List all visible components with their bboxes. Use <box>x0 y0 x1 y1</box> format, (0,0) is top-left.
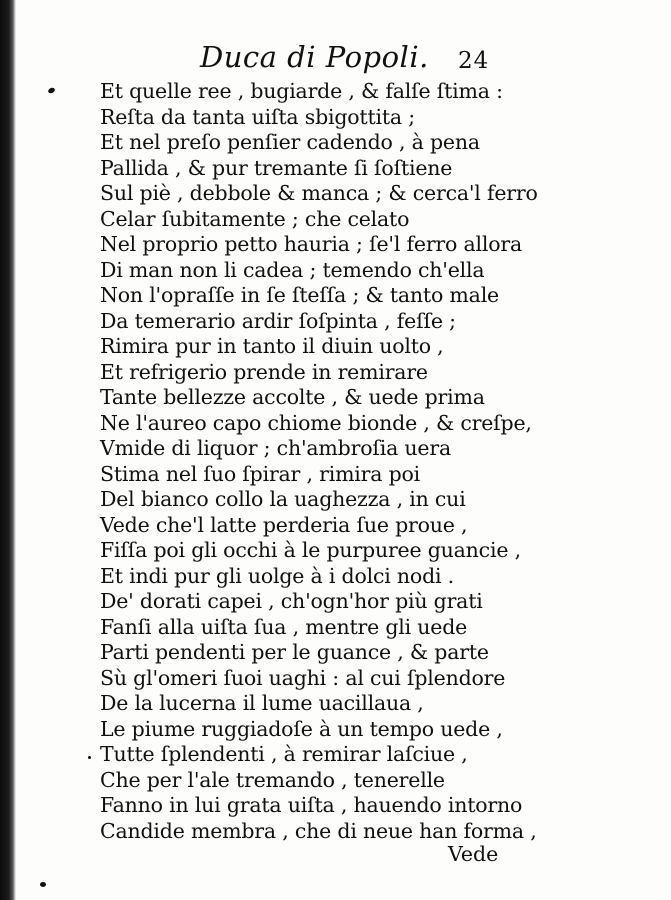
verse-line: Parti pendenti per le guance , & parte <box>100 640 489 664</box>
verse-line: Non l'opraſſe in ſe ſteſſa ; & tanto male <box>100 283 499 307</box>
verse-line: Vmide di liquor ; ch'ambroſia uera <box>100 436 451 460</box>
verse-line: Di man non li cadea ; temendo ch'ella <box>100 257 485 282</box>
verse-line: Del bianco collo la uaghezza , in cui <box>100 487 466 511</box>
binding-shadow <box>0 0 16 900</box>
verse-line: Da temerario ardir ſoſpinta , feſſe ; <box>100 308 456 333</box>
verse-line: Tante bellezze accolte , & uede prima <box>100 385 485 409</box>
verse-block <box>100 79 538 844</box>
running-title: Duca di Popoli. <box>200 40 429 74</box>
catchword: Vede <box>448 842 499 866</box>
page-header <box>0 40 671 84</box>
verse-line: Celar ſubitamente ; che celato <box>100 206 410 231</box>
verse-line: Reſta da tanta uiſta sbigottita ; <box>100 104 415 129</box>
verse-line: Fanno in lui grata uiſta , hauendo intorno <box>100 793 523 817</box>
page-number: 24 <box>458 48 490 74</box>
verse-line: Et indi pur gli uolge à i dolci nodi . <box>100 563 454 588</box>
verse-line: Stima nel ſuo ſpirar , rimira poi <box>100 461 421 486</box>
verse-line: De la lucerna il lume uacillaua , <box>100 691 424 715</box>
verse-line: Rimira pur in tanto il diuin uolto , <box>100 334 444 358</box>
verse-line: Ne l'aureo capo chiome bionde , & creſpe, <box>100 410 532 435</box>
verse-line: Che per l'ale tremando , tenerelle <box>100 767 445 792</box>
verse-line: De' dorati capei , ch'ogn'hor più grati <box>100 589 483 613</box>
verse-line: Pallida , & pur tremante ſi ſoſtiene <box>100 155 453 180</box>
verse-line: Et refrigerio prende in remirare <box>100 359 428 384</box>
verse-line: Et quelle ree , bugiarde , & falſe ſtima : <box>100 79 503 103</box>
verse-line: Le piume ruggiadoſe à un tempo uede , <box>100 716 503 741</box>
ink-spot <box>47 87 55 94</box>
ink-spot <box>88 756 91 759</box>
ink-spot <box>40 882 46 887</box>
verse-line: Fiſſa poi gli occhi à le purpuree guancie , <box>100 538 521 562</box>
verse-line: Nel proprio petto hauria ; ſe'l ferro allora <box>100 232 522 256</box>
verse-line: Candide membra , che di neue han forma , <box>100 818 537 843</box>
verse-line: Tutte ſplendenti , à remirar laſciue , <box>100 742 468 766</box>
verse-line: Et nel preſo penſier cadendo , à pena <box>100 130 480 154</box>
verse-line: Vede che'l latte perderia ſue proue , <box>100 512 468 537</box>
verse-line: Sù gl'omeri ſuoi uaghi : al cui ſplendore <box>100 665 506 690</box>
verse-line: Fanſi alla uiſta ſua , mentre gli uede <box>100 614 468 639</box>
verse-line: Sul piè , debbole & manca ; & cerca'l ferro <box>100 181 538 205</box>
